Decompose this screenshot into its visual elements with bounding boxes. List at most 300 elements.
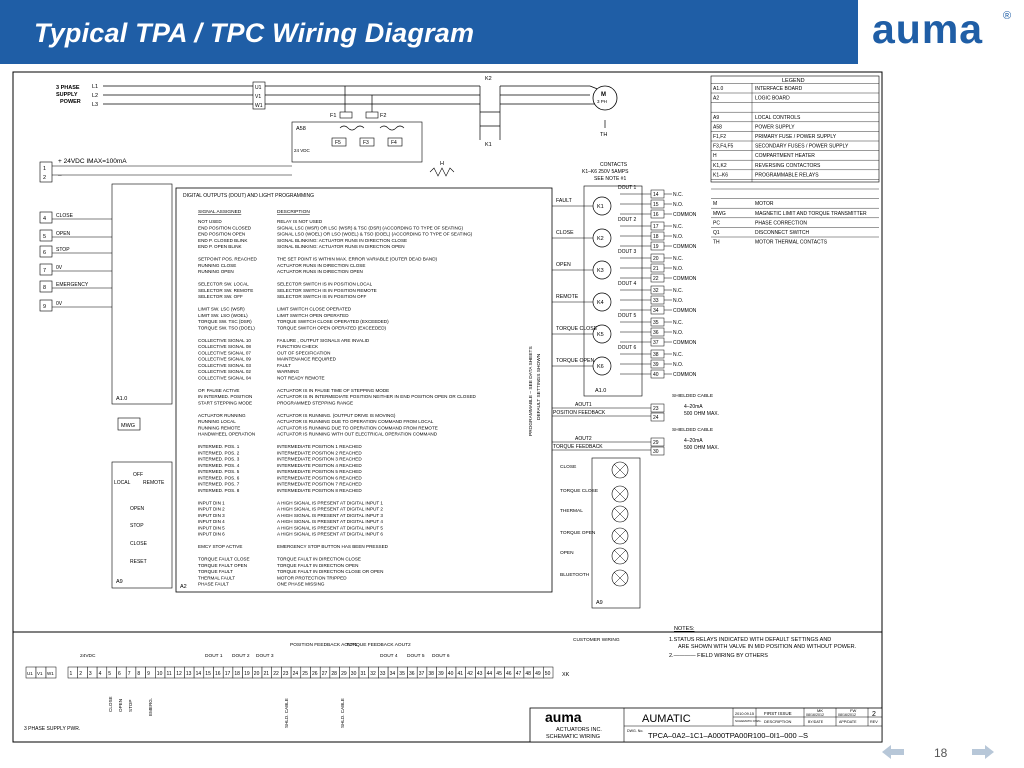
legend-description: INTERFACE BOARD bbox=[755, 86, 803, 92]
dout-description: SIGNAL LSO (WOEL) OR LSO (WOEL) & TSO (DOEL) (ACCORDING TO TYPE OF SEATING) bbox=[277, 231, 473, 237]
aout-range: 4–20mA bbox=[684, 438, 703, 444]
aout-ohm: 500 OHM MAX. bbox=[684, 445, 720, 451]
dout-description: A HIGH SIGNAL IS PRESENT AT DIGITAL INPUT 5 bbox=[277, 525, 383, 531]
k1-label: K1 bbox=[485, 142, 492, 148]
aout-name: AOUT2 bbox=[575, 436, 592, 442]
indicator-label: TORQUE CLOSE bbox=[560, 489, 599, 494]
dout-description: SELECTOR SWITCH IS IN POSITION LOCAL bbox=[277, 281, 373, 287]
dout-description: ACTUATOR IS IN PAUSE TIME OF STEPPING MODE bbox=[277, 387, 390, 393]
line-l2: L2 bbox=[92, 93, 99, 99]
input-terminal-number: 8 bbox=[43, 285, 47, 291]
strip-terminal-number: 24 bbox=[292, 671, 299, 677]
strip-terminal-number: 42 bbox=[467, 671, 473, 677]
f2-label: F2 bbox=[380, 113, 387, 119]
legend-description: LOCAL CONTROLS bbox=[755, 114, 801, 121]
dout-description: ACTUATOR RUNS IN DIRECTION CLOSE bbox=[277, 262, 366, 268]
dout-signal: INPUT DIN 4 bbox=[198, 519, 225, 524]
dout-signal: TORQUE FAULT bbox=[198, 569, 233, 574]
dout-description: NOT READY REMOTE bbox=[277, 375, 325, 381]
dout-description: ACTUATOR RUNS IN DIRECTION OPEN bbox=[277, 269, 363, 274]
tb-date: 2010.09.15 bbox=[735, 712, 755, 716]
k2-label: K2 bbox=[485, 76, 492, 82]
vdc24-label: 24 VDC bbox=[294, 148, 310, 153]
fuse-f2 bbox=[366, 112, 378, 118]
strip-terminal-number: 36 bbox=[409, 671, 415, 677]
dout-description: SIGNAL BLINKING: ACTUATOR RUNS IN DIRECTION CLOSE bbox=[277, 237, 408, 243]
arrow-right-icon bbox=[972, 745, 994, 759]
relay-k: K6 bbox=[597, 364, 604, 370]
tb-mk: MK bbox=[817, 708, 823, 713]
dout-heading: DIGITAL OUTPUTS (DOUT) AND LIGHT PROGRAMMING bbox=[183, 193, 315, 199]
th-label: TH bbox=[600, 132, 608, 138]
tb-doc: SCHEMATIC WIRING bbox=[546, 734, 600, 740]
strip-terminal-number: 15 bbox=[205, 671, 211, 677]
relay-function: TORQUE CLOSE bbox=[556, 326, 598, 332]
a2-label: A2 bbox=[180, 584, 187, 590]
relay-dout: DOUT 6 bbox=[618, 345, 637, 351]
dout-signal: NOT USED bbox=[198, 219, 222, 224]
dout-signal: INTERMED. POS. 1 bbox=[198, 444, 240, 449]
strip-terminal-number: 21 bbox=[263, 671, 270, 677]
term-u1: U1 bbox=[255, 85, 262, 91]
phase-terminal-label: V1 bbox=[37, 671, 43, 676]
strip-terminal-number: 10 bbox=[156, 671, 163, 677]
strip-terminal-number: 46 bbox=[506, 671, 512, 677]
tb-dwg-label: DWG. No. bbox=[627, 729, 644, 733]
legend-code: K1,K2 bbox=[713, 162, 727, 169]
strip-bottom-label: EMERG. bbox=[148, 697, 153, 716]
legend-code: A58 bbox=[713, 124, 722, 131]
dout-signal: RUNNING LOCAL bbox=[198, 419, 236, 424]
tb-fw-date: 08/16/2012 bbox=[838, 713, 856, 717]
strip-terminal-number: 25 bbox=[302, 671, 308, 677]
contact-type: COMMON bbox=[673, 308, 697, 314]
legend-description: COMPARTMENT HEATER bbox=[755, 153, 815, 160]
dout-signal: INPUT DIN 5 bbox=[198, 525, 225, 531]
dout-description: INTERMEDIATE POSITION 5 REACHED bbox=[277, 469, 362, 474]
strip-terminal-number: 19 bbox=[244, 671, 250, 677]
strip-terminal-number: 35 bbox=[399, 671, 405, 677]
dout-description: TORQUE FAULT IN DIRECTION OPEN bbox=[277, 562, 359, 568]
dout-description: LIMIT SWITCH CLOSE OPERATED bbox=[277, 306, 352, 312]
dout-description: A HIGH SIGNAL IS PRESENT AT DIGITAL INPUT 1 bbox=[277, 500, 383, 506]
dout-signal: INTERMED. POS. 5 bbox=[198, 469, 240, 474]
f4-label: F4 bbox=[391, 140, 397, 146]
strip-terminal-number: 47 bbox=[515, 671, 522, 677]
strip-terminal-number: 23 bbox=[282, 671, 289, 677]
dout-signal: COLLECTIVE SIGNAL 09 bbox=[198, 356, 251, 362]
dc-minus: – bbox=[58, 172, 62, 179]
dout-description: INTERMEDIATE POSITION 8 REACHED bbox=[277, 487, 362, 493]
strip-terminal-number: 32 bbox=[370, 671, 376, 677]
strip-terminal-number: 39 bbox=[438, 671, 444, 677]
dout-description: EMERGENCY STOP BUTTON HAS BEEN PRESSED bbox=[277, 544, 388, 549]
strip-terminal-number: 34 bbox=[389, 671, 396, 677]
strip-terminal-number: 3 bbox=[88, 671, 92, 677]
dout-description: WARNING bbox=[277, 369, 300, 374]
dout-signal: COLLECTIVE SIGNAL 02 bbox=[198, 369, 251, 374]
f3-label: F3 bbox=[363, 140, 369, 146]
relay-k: K1 bbox=[597, 204, 604, 210]
relay-dout: DOUT 1 bbox=[618, 185, 637, 191]
tb-issue: FIRST ISSUE bbox=[764, 711, 792, 716]
dout-description: INTERMEDIATE POSITION 7 REACHED bbox=[277, 481, 362, 487]
dout-signal: COLLECTIVE SIGNAL 08 bbox=[198, 344, 251, 349]
relay-k: K4 bbox=[597, 300, 604, 306]
contact-type: N.O. bbox=[673, 330, 684, 336]
dout-signal: INTERMED. POS. 6 bbox=[198, 475, 240, 481]
dout-signal: HANDWHEEL OPERATION bbox=[198, 431, 256, 437]
strip-group-label: DOUT 3 bbox=[256, 654, 274, 659]
strip-terminal-number: 8 bbox=[137, 671, 141, 677]
legend-description: LOGIC BOARD bbox=[755, 95, 790, 102]
dout-signal: LIMIT SW. LSO (WOEL) bbox=[198, 312, 248, 318]
input-terminal-number: 7 bbox=[43, 268, 47, 274]
dout-signal: EMCY STOP ACTIVE bbox=[198, 544, 243, 549]
legend-description: PRIMARY FUSE / POWER SUPPLY bbox=[755, 134, 837, 140]
aout-ohm: 500 OHM MAX. bbox=[684, 411, 720, 417]
strip-terminal-number: 7 bbox=[127, 671, 131, 677]
relay-terminal-number: 21 bbox=[653, 266, 659, 272]
indicator-label: CLOSE bbox=[560, 465, 577, 470]
dout-description: A HIGH SIGNAL IS PRESENT AT DIGITAL INPUT 6 bbox=[277, 531, 383, 537]
motor-m: M bbox=[601, 92, 606, 98]
dout-signal: RUNNING OPEN bbox=[198, 269, 234, 274]
dout-description: LIMIT SWITCH OPEN OPERATED bbox=[277, 312, 349, 318]
a58-power-supply bbox=[292, 122, 422, 162]
contact-type: N.O. bbox=[673, 298, 684, 304]
input-label: OPEN bbox=[56, 231, 71, 237]
tb-product: AUMATIC bbox=[642, 713, 691, 725]
strip-group-label: DOUT 4 bbox=[380, 654, 398, 659]
dout-description: TORQUE SWITCH OPEN OPERATED (EXCEEDED) bbox=[277, 325, 387, 331]
a10b-label: A1.0 bbox=[595, 388, 607, 394]
dc-t2: 2 bbox=[43, 175, 47, 181]
note-1: 1.STATUS RELAYS INDICATED WITH DEFAULT SETTINGS AND bbox=[669, 637, 832, 643]
contact-type: COMMON bbox=[673, 244, 697, 250]
aout-terminal-number: 30 bbox=[653, 449, 659, 455]
relay-k: K3 bbox=[597, 268, 604, 274]
strip-terminal-number: 45 bbox=[496, 671, 502, 677]
dout-description: ACTUATOR IS RUNNING WITH OUT ELECTRICAL OPERATION COMMAND bbox=[277, 431, 438, 437]
logo-registered-mark: ® bbox=[1003, 10, 1012, 22]
note-2: 2.———— FIELD WIRING BY OTHERS bbox=[669, 653, 768, 659]
dout-signal: IN INTERMED. POSITION bbox=[198, 394, 253, 399]
relay-terminal-number: 16 bbox=[653, 212, 659, 218]
dout-signal: INTERMED. POS. 4 bbox=[198, 462, 240, 468]
legend-title: LEGEND bbox=[782, 78, 805, 84]
dout-signal: INPUT DIN 2 bbox=[198, 506, 225, 512]
dout-signal: INTERMED. POS. 2 bbox=[198, 450, 240, 456]
heater-label: H bbox=[440, 161, 444, 167]
strip-terminal-number: 38 bbox=[428, 671, 434, 677]
dout-signal: TORQUE SW. TSO (DOEL) bbox=[198, 325, 255, 331]
motor-symbol bbox=[593, 86, 617, 110]
aout-cable: SHIELDED CABLE bbox=[672, 428, 714, 433]
relay-terminal-number: 39 bbox=[653, 362, 659, 368]
strip-terminal-number: 18 bbox=[234, 671, 240, 677]
dout-signal: RUNNING REMOTE bbox=[198, 425, 241, 431]
local-off: OFF bbox=[133, 472, 143, 478]
relay-terminal-number: 33 bbox=[653, 298, 659, 304]
legend-code: A1.0 bbox=[713, 86, 724, 92]
legend-description: DISCONNECT SWITCH bbox=[755, 230, 810, 236]
dout-signal: COLLECTIVE SIGNAL 10 bbox=[198, 337, 251, 343]
dout-signal: ACTUATOR RUNNING bbox=[198, 412, 246, 418]
motor-phase: 3 PH bbox=[597, 99, 608, 104]
legend-code: Q1 bbox=[713, 230, 720, 236]
dout-signal: END P. CLOSED BLINK bbox=[198, 237, 248, 243]
dout-signal: END P. OPEN BLINK bbox=[198, 244, 242, 249]
tb-company-logo: auma bbox=[545, 709, 582, 725]
f1-label: F1 bbox=[330, 113, 337, 119]
a10-interface-board bbox=[112, 184, 172, 404]
strip-bottom-label: STOP bbox=[128, 699, 133, 712]
fuse-f1 bbox=[340, 112, 352, 118]
dout-signal: INTERMED. POS. 8 bbox=[198, 487, 240, 493]
auma-logo: auma bbox=[872, 6, 984, 52]
relay-function: TORQUE OPEN bbox=[556, 358, 595, 364]
contact-type: N.C. bbox=[673, 352, 683, 358]
strip-terminal-number: 22 bbox=[273, 671, 279, 677]
mwg-label: MWG bbox=[121, 423, 136, 429]
strip-terminal-number: 40 bbox=[447, 671, 454, 677]
dout-signal: SETPOINT POS. REACHED bbox=[198, 256, 257, 262]
tb-rev: 2 bbox=[872, 711, 876, 718]
dout-description: SIGNAL BLINKING: ACTUATOR RUNS IN DIRECTION OPEN bbox=[277, 244, 405, 249]
strip-terminal-number: 31 bbox=[360, 671, 367, 677]
relay-k: K2 bbox=[597, 236, 604, 242]
legend-description: MOTOR bbox=[755, 201, 774, 208]
dout-description: ONE PHASE MISSING bbox=[277, 581, 325, 587]
tb-app: APP/DATE bbox=[839, 720, 857, 724]
legend-description: PHASE CORRECTION bbox=[755, 220, 807, 227]
contact-type: N.O. bbox=[673, 202, 684, 208]
strip-terminal-number: 37 bbox=[418, 671, 425, 677]
tb-fw: FW bbox=[850, 708, 857, 713]
relay-terminal-number: 38 bbox=[653, 352, 659, 358]
strip-terminal-number: 48 bbox=[525, 671, 531, 677]
contact-type: COMMON bbox=[673, 276, 697, 282]
relay-function: CLOSE bbox=[556, 230, 574, 236]
page-number: 18 bbox=[934, 746, 948, 760]
tb-company-2: ACTUATORS INC. bbox=[556, 727, 602, 733]
wiring-diagram-svg bbox=[0, 64, 1024, 744]
dout-signal: INTERMED. POS. 7 bbox=[198, 481, 240, 487]
aout-cable: SHIELDED CABLE bbox=[672, 394, 714, 399]
dout-description: INTERMEDIATE POSITION 2 REACHED bbox=[277, 450, 362, 456]
dout-signal: SELECTOR SW. LOCAL bbox=[198, 281, 249, 287]
contact-type: COMMON bbox=[673, 212, 697, 218]
legend-description: SECONDARY FUSES / POWER SUPPLY bbox=[755, 143, 849, 150]
prog-note-1: PROGRAMMABLE – SEE DATA SHEETS bbox=[529, 346, 534, 436]
legend-code: K1–K6 bbox=[713, 172, 729, 179]
phase-terminal-label: U1 bbox=[27, 671, 33, 676]
prog-note-2: DEFAULT SETTINGS SHOWN bbox=[537, 353, 542, 420]
dout-signal: THERMAL FAULT bbox=[198, 575, 236, 581]
contact-type: N.O. bbox=[673, 266, 684, 272]
legend-code: PC bbox=[713, 220, 720, 227]
tb-mk-date: 08/16/2012 bbox=[806, 713, 824, 717]
relay-k: K5 bbox=[597, 332, 604, 338]
local-stop: STOP bbox=[130, 523, 144, 529]
relay-terminal-number: 40 bbox=[653, 372, 659, 378]
strip-bottom-label: SHLD. CABLE bbox=[340, 698, 345, 728]
wiring-diagram bbox=[0, 64, 1024, 744]
dout-signal: INPUT DIN 1 bbox=[198, 500, 225, 506]
relay-terminal-number: 36 bbox=[653, 330, 659, 336]
legend-code: TH bbox=[713, 239, 720, 246]
local-remote: REMOTE bbox=[143, 480, 165, 486]
contacts-title-3: SEE NOTE #1 bbox=[594, 176, 627, 182]
aout-terminal-number: 29 bbox=[653, 440, 659, 446]
local-local: LOCAL bbox=[114, 480, 131, 486]
dout-signal: TORQUE FAULT OPEN bbox=[198, 562, 248, 568]
strip-terminal-number: 27 bbox=[321, 671, 328, 677]
legend-description: REVERSING CONTACTORS bbox=[755, 162, 821, 169]
contact-type: N.O. bbox=[673, 362, 684, 368]
dout-description: TORQUE FAULT IN DIRECTION CLOSE bbox=[277, 556, 361, 562]
relay-function: OPEN bbox=[556, 262, 571, 268]
strip-group-label: TORQUE FEEDBACK AOUT2 bbox=[346, 643, 411, 648]
legend-code: A9 bbox=[713, 114, 720, 121]
input-label: 0V bbox=[56, 265, 63, 271]
strip-terminal-number: 41 bbox=[457, 671, 464, 677]
dout-signal: INTERMED. POS. 3 bbox=[198, 456, 240, 462]
input-label: 0V bbox=[56, 301, 63, 307]
indicator-label: BLUETOOTH bbox=[560, 573, 590, 578]
dout-signal: RUNNING CLOSE bbox=[198, 262, 237, 268]
dout-signal: INPUT DIN 6 bbox=[198, 531, 225, 537]
relay-terminal-number: 18 bbox=[653, 234, 659, 240]
contact-type: N.O. bbox=[673, 234, 684, 240]
dout-description: ACTUATOR IS RUNNING DUE TO OPERATION COMMAND FROM REMOTE bbox=[277, 425, 438, 431]
strip-terminal-number: 14 bbox=[195, 671, 202, 677]
aout-label: TORQUE FEEDBACK bbox=[553, 444, 603, 450]
relay-dout: DOUT 5 bbox=[618, 313, 637, 319]
strip-group-label: DOUT 5 bbox=[407, 654, 425, 659]
dout-description: TORQUE SWITCH CLOSE OPERATED (EXCEEDED) bbox=[277, 319, 389, 324]
strip-group-label: POSITION FEEDBACK AOUT1 bbox=[290, 643, 358, 648]
strip-terminal-number: 1 bbox=[69, 671, 73, 677]
line-l3: L3 bbox=[92, 102, 99, 108]
strip-terminal-number: 2 bbox=[79, 671, 82, 677]
dout-description: MAINTENANCE REQUIRED bbox=[277, 356, 336, 362]
strip-group-label: DOUT 6 bbox=[432, 654, 450, 659]
contacts-title-2: K1–K6 250V 5AMPS bbox=[582, 169, 629, 175]
dout-signal: START STEPPING MODE bbox=[198, 400, 253, 406]
input-label: STOP bbox=[56, 247, 70, 253]
line-l1: L1 bbox=[92, 84, 99, 90]
dout-description: A HIGH SIGNAL IS PRESENT AT DIGITAL INPUT 3 bbox=[277, 512, 383, 518]
dout-signal: LIMIT SW. LSC (WSR) bbox=[198, 306, 245, 312]
phase-terminal-label: W1 bbox=[47, 671, 54, 676]
dout-description: OUT OF SPECIFICATION bbox=[277, 350, 331, 356]
input-label: EMERGENCY bbox=[56, 282, 89, 288]
strip-terminal-number: 13 bbox=[185, 671, 192, 677]
local-reset: RESET bbox=[130, 559, 147, 565]
dout-signal: COLLECTIVE SIGNAL 04 bbox=[198, 375, 251, 381]
relay-terminal-number: 22 bbox=[653, 276, 659, 282]
tb-dwg-no: TPCA–0A2–1C1–A000TPA00R100–0I1–000 –S bbox=[648, 731, 808, 740]
tb-sch-no: SCHEMATIC DWG. bbox=[735, 719, 762, 723]
slide-title: Typical TPA / TPC Wiring Diagram bbox=[34, 18, 475, 48]
next-slide-button[interactable] bbox=[972, 745, 994, 759]
contact-type: N.C. bbox=[673, 320, 683, 326]
dout-description: INTERMEDIATE POSITION 6 REACHED bbox=[277, 475, 362, 481]
contact-type: COMMON bbox=[673, 340, 697, 346]
dout-signal: COLLECTIVE SIGNAL 03 bbox=[198, 362, 251, 368]
dout-description: MOTOR PROTECTION TRIPPED bbox=[277, 575, 347, 581]
dout-description: A HIGH SIGNAL IS PRESENT AT DIGITAL INPUT 4 bbox=[277, 519, 383, 524]
dout-description: INTERMEDIATE POSITION 1 REACHED bbox=[277, 444, 362, 449]
note-1b: ARE SHOWN WITH VALVE IN MID POSITION AND WITHOUT POWER. bbox=[678, 644, 857, 650]
strip-bottom-label: SHLD. CABLE bbox=[284, 698, 289, 728]
strip-terminal-number: 43 bbox=[476, 671, 483, 677]
strip-supply-label: 3 PHASE SUPPLY PWR. bbox=[24, 726, 81, 732]
dout-description: SIGNAL LSC (WSR) OR LSC (WSR) & TSC (DSR) (ACCORDING TO TYPE OF SEATING) bbox=[277, 225, 463, 231]
strip-terminal-number: 12 bbox=[176, 671, 182, 677]
supply-label-2: SUPPLY bbox=[56, 92, 78, 98]
tb-rev-head: REV bbox=[870, 720, 878, 724]
arrow-left-icon bbox=[882, 745, 904, 759]
dout-signal: SELECTOR SW. REMOTE bbox=[198, 287, 254, 293]
indicator-label: TORQUE OPEN bbox=[560, 531, 596, 536]
relay-terminal-number: 35 bbox=[653, 320, 659, 326]
previous-slide-button[interactable] bbox=[882, 745, 904, 759]
strip-terminal-number: 9 bbox=[147, 671, 150, 677]
dout-description: FAILURE , OUTPUT SIGNALS ARE INVALID bbox=[277, 337, 370, 343]
local-open: OPEN bbox=[130, 506, 145, 512]
relay-terminal-number: 34 bbox=[653, 308, 659, 314]
aout-range: 4–20mA bbox=[684, 404, 703, 410]
strip-xk: XK bbox=[562, 672, 570, 678]
strip-terminal-number: 33 bbox=[379, 671, 386, 677]
notes-title: NOTES: bbox=[674, 626, 695, 632]
strip-terminal-number: 50 bbox=[544, 671, 551, 677]
dout-col-signal: SIGNAL ASSIGNED bbox=[198, 210, 242, 215]
dout-description: FAULT bbox=[277, 362, 291, 368]
dout-signal: OP. PAUSE ACTIVE bbox=[198, 387, 240, 393]
dout-col-description: DESCRIPTION bbox=[277, 210, 310, 215]
strip-group-label: DOUT 1 bbox=[205, 654, 223, 659]
a58-label: A58 bbox=[296, 126, 306, 132]
relay-terminal-number: 14 bbox=[653, 192, 659, 198]
term-v1: V1 bbox=[255, 94, 262, 100]
tb-by: BY/DATE bbox=[808, 720, 824, 724]
strip-terminal-number: 16 bbox=[215, 671, 221, 677]
dc-t1: 1 bbox=[43, 166, 47, 172]
strip-terminal-number: 29 bbox=[341, 671, 347, 677]
indicator-label: THERMAL bbox=[560, 509, 583, 514]
f5-label: F5 bbox=[335, 140, 341, 146]
strip-terminal-number: 44 bbox=[486, 671, 493, 677]
relay-function: FAULT bbox=[556, 198, 572, 204]
dout-description: ACTUATOR IS RUNNING DUE TO OPERATION COMMAND FROM LOCAL bbox=[277, 419, 434, 424]
a10-label: A1.0 bbox=[116, 396, 128, 402]
relay-dout: DOUT 3 bbox=[618, 249, 637, 255]
dout-description: TORQUE FAULT IN DIRECTION CLOSE OR OPEN bbox=[277, 569, 384, 574]
relay-terminal-number: 20 bbox=[653, 256, 659, 262]
relay-dout: DOUT 4 bbox=[618, 281, 637, 287]
aout-label: POSITION FEEDBACK bbox=[553, 410, 606, 416]
input-label: CLOSE bbox=[56, 213, 73, 219]
legend-code: F1,F2 bbox=[713, 134, 727, 140]
dout-description: A HIGH SIGNAL IS PRESENT AT DIGITAL INPUT 2 bbox=[277, 506, 383, 512]
dout-description: RELAY IS NOT USED bbox=[277, 219, 323, 224]
contact-type: N.C. bbox=[673, 256, 683, 262]
contacts-title-1: CONTACTS bbox=[600, 162, 628, 168]
